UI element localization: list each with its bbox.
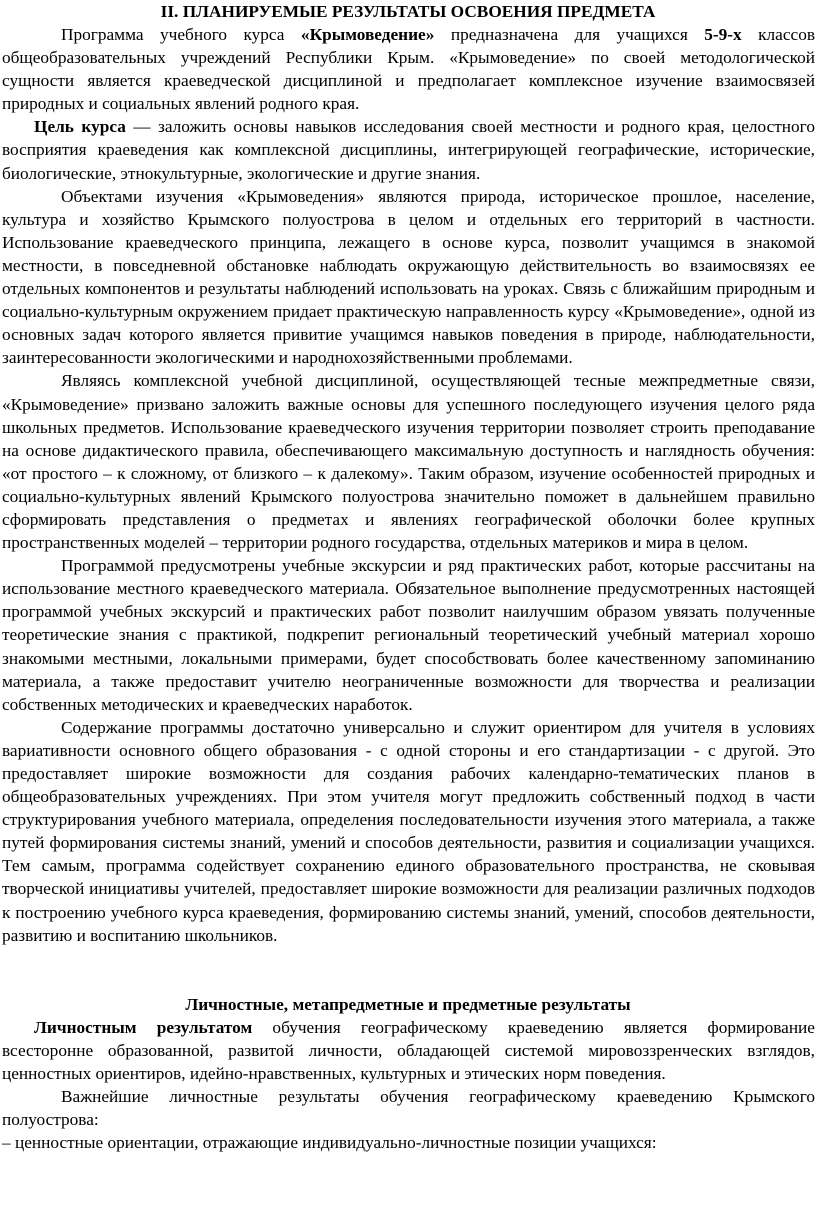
course-name: «Крымоведение» — [300, 25, 435, 44]
grade-range: 5-9-х — [704, 25, 742, 44]
p1-text-c: предназначена для учащихся — [434, 25, 705, 44]
section-heading: II. ПЛАНИРУЕМЫЕ РЕЗУЛЬТАТЫ ОСВОЕНИЯ ПРЕДМЕТА — [160, 2, 656, 21]
results-subheading: Личностные, метапредметные и предметные результаты — [185, 994, 631, 1014]
spacer — [0, 947, 816, 993]
goal-label: Цель курса — [34, 117, 126, 137]
paragraph-complex-discipline: Являясь комплексной учебной дисциплиной, осуществляющей тесные межпредметные связи, «Крымоведение» призвано заложить важные основы для успешного последующего изучения целого ряда школьных предметов. Использование краеведческого изучения территории позволяет строить преподавание на основе дидактического правила, обеспечивающего максимальную доступность и наглядность обучения: «от простого – к сложному, от близкого – к далекому». Таким образом, изучение особенностей природных и социально-культурных явлений Крымского полуострова значительно поможет в дальнейшем правильно сформировать представления о предметах и явлениях географической оболочки более крупных пространственных моделей – территории родного государства, отдельных материков и мира в целом. — [2, 371, 815, 553]
p1-text-a: Программа учебного курса — [61, 25, 301, 44]
p1-text-d: классов общеобразовательных учреждений Республики Крым. «Крымоведение» по своей методологической сущности является краеведческой дисциплиной и предполагает комплексное изучение взаимосвязей природных и социальных явлений родного края. — [2, 25, 815, 114]
paragraph-key-results: Важнейшие личностные результаты обучения географическому краеведению Крымского полуострова: — [2, 1087, 815, 1130]
paragraph-personal-result — [0, 1016, 816, 1085]
personal-result-text: обучения географическому краеведению является формирование всесторонне образованной, развитой личности, обладающей системой мировоззренческих взглядов, ценностных ориентиров, идейно-нравственных, культурных и этических норм поведения. — [2, 1017, 815, 1084]
personal-result-label: Личностным результатом — [34, 1017, 253, 1037]
goal-text: — заложить основы навыков исследования своей местности и родного края, целостного восприятия краеведения как комплексной дисциплины, интегрирующей географические, исторические, биологические, этнокультурные, экологические и другие знания. — [2, 117, 815, 183]
paragraph-excursions: Программой предусмотрены учебные экскурсии и ряд практических работ, которые рассчитаны на использование местного краеведческого материала. Обязательное выполнение предусмотренных настоящей программой учебных экскурсий и практических работ позволит наилучшим образом увязать полученные теоретические знания с практикой, подкрепит региональный теоретический учебный материал хорошо знакомыми местными, локальными примерами, будет способствовать более качественному запоминанию материала, а также предоставит учителю неограниченные возможности для творчества и реализации собственных методических и краеведческих наработок. — [2, 556, 815, 714]
list-item-value-orientations: – ценностные ориентации, отражающие индивидуально-личностные позиции учащихся: — [2, 1133, 657, 1153]
paragraph-objects: Объектами изучения «Крымоведения» являются природа, историческое прошлое, население, культура и хозяйство Крымского полуострова в целом и отдельных его территорий в частности. Использование краеведческого принципа, лежащего в основе курса, позволит учащимся в знакомой местности, в повседневной обстановке наблюдать окружающую действительность во взаимосвязях ее отдельных компонентов и результаты наблюдений использовать на уроках. Связь с ближайшим природным и социально-культурным окружением придает практическую направленность курсу «Крымоведение», одной из основных задач которого является привитие учащимся навыков поведения в природе, наблюдательности, заинтересованности экологическими и народнохозяйственными проблемами. — [2, 186, 815, 368]
paragraph-course-goal — [0, 115, 816, 184]
paragraph-course-purpose — [0, 23, 816, 115]
paragraph-program-content: Содержание программы достаточно универсально и служит ориентиром для учителя в условиях вариативности основного общего образования - с одной стороны и его стандартизации - с другой. Это предоставляет широкие возможности для создания рабочих календарно-тематических планов в общеобразовательных учреждениях. При этом учителя могут предложить собственный подход в части структурирования учебного материала, определения последовательности изучения этого материала, а также путей формирования системы знаний, умений и способов деятельности, развития и социализации учащихся. Тем самым, программа содействует сохранению единого образовательного пространства, не сковывая творческой инициативы учителей, предоставляет широкие возможности для реализации различных подходов к построению учебного курса краеведения, формированию системы знаний, умений, способов деятельности, развитию и воспитанию школьников. — [2, 717, 815, 945]
